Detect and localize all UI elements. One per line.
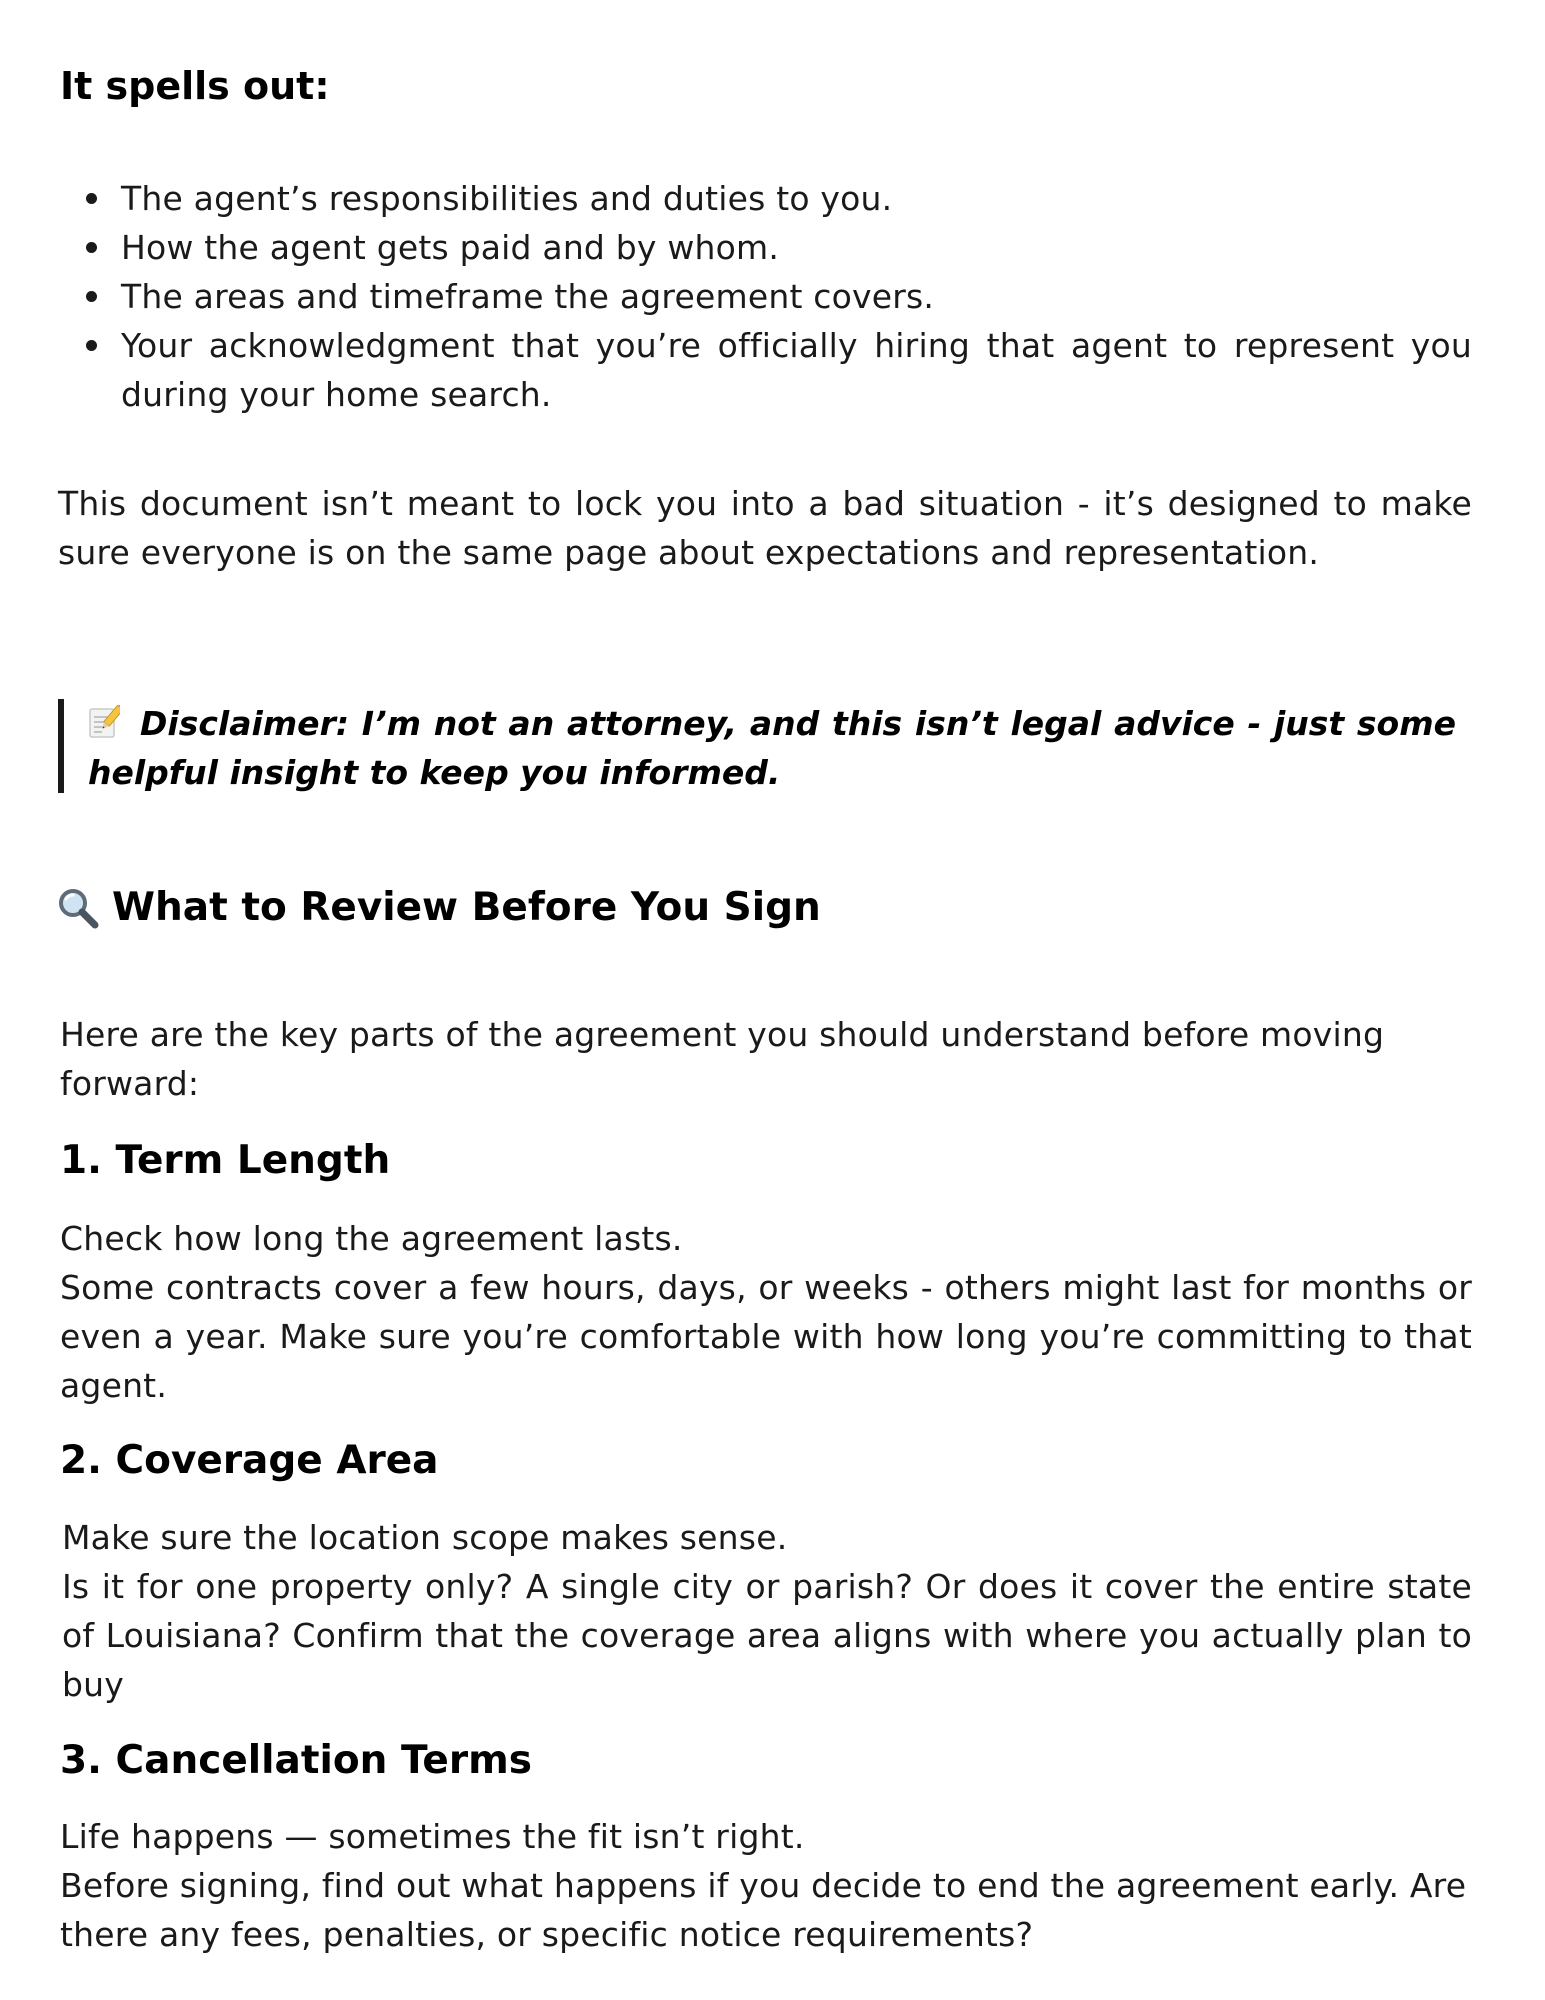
document-purpose-paragraph: This document isn’t meant to lock you into a bad situation - it’s designed to make sure everyone is on the same page about expectations and representation. <box>58 484 1472 572</box>
disclaimer-blockquote <box>58 699 1456 793</box>
review-section-heading <box>56 884 821 932</box>
coverage-area-lead: Make sure the location scope makes sense. <box>62 1518 788 1557</box>
memo-icon <box>88 703 120 737</box>
bullet-dot <box>86 291 97 302</box>
term-length-heading: 1. Term Length <box>60 1138 391 1183</box>
bullet-dot <box>86 242 97 253</box>
review-intro-paragraph: Here are the key parts of the agreement you should understand before moving forward: <box>60 1015 1385 1103</box>
cancellation-terms-paragraph <box>60 1812 1490 1959</box>
list-item-text: Your acknowledgment that you’re officially hiring that agent to represent you during your home search. <box>121 326 1472 414</box>
list-item-text: The agent’s responsibilities and duties to you. <box>121 179 893 218</box>
disclaimer-paragraph <box>88 699 1456 797</box>
bullet-dot <box>86 340 97 351</box>
review-heading-text: What to Review Before You Sign <box>112 885 821 930</box>
term-length-lead: Check how long the agreement lasts. <box>60 1219 683 1258</box>
section-heading-it-spells-out: It spells out: <box>60 64 330 108</box>
list-item-text: The areas and timeframe the agreement covers. <box>121 277 935 316</box>
list-item <box>60 174 1472 223</box>
coverage-area-body: Is it for one property only? A single city or parish? Or does it cover the entire state of Louisiana? Confirm that the coverage area aligns with where you actually plan to buy <box>62 1567 1472 1704</box>
cancellation-terms-lead: Life happens — sometimes the fit isn’t right. <box>60 1817 805 1856</box>
coverage-area-heading: 2. Coverage Area <box>60 1438 439 1483</box>
disclaimer-text: Disclaimer: I’m not an attorney, and this isn’t legal advice - just some helpful insight to keep you informed. <box>88 704 1456 792</box>
list-item <box>60 321 1472 419</box>
list-item <box>60 272 1472 321</box>
cancellation-terms-body: Before signing, find out what happens if you decide to end the agreement early. Are there any fees, penalties, or specific notice requirements? <box>60 1866 1467 1954</box>
bullet-dot <box>86 193 97 204</box>
cancellation-terms-heading: 3. Cancellation Terms <box>60 1738 532 1783</box>
list-item-text: How the agent gets paid and by whom. <box>121 228 780 267</box>
magnifying-glass-icon <box>56 886 100 930</box>
coverage-area-paragraph <box>62 1513 1472 1709</box>
term-length-body: Some contracts cover a few hours, days, or weeks - others might last for months or even a year. Make sure you’re comfortable with how long you’re committing to that agent. <box>60 1268 1472 1405</box>
term-length-paragraph <box>60 1214 1472 1410</box>
agent-duties-list <box>60 174 1472 419</box>
list-item <box>60 223 1472 272</box>
